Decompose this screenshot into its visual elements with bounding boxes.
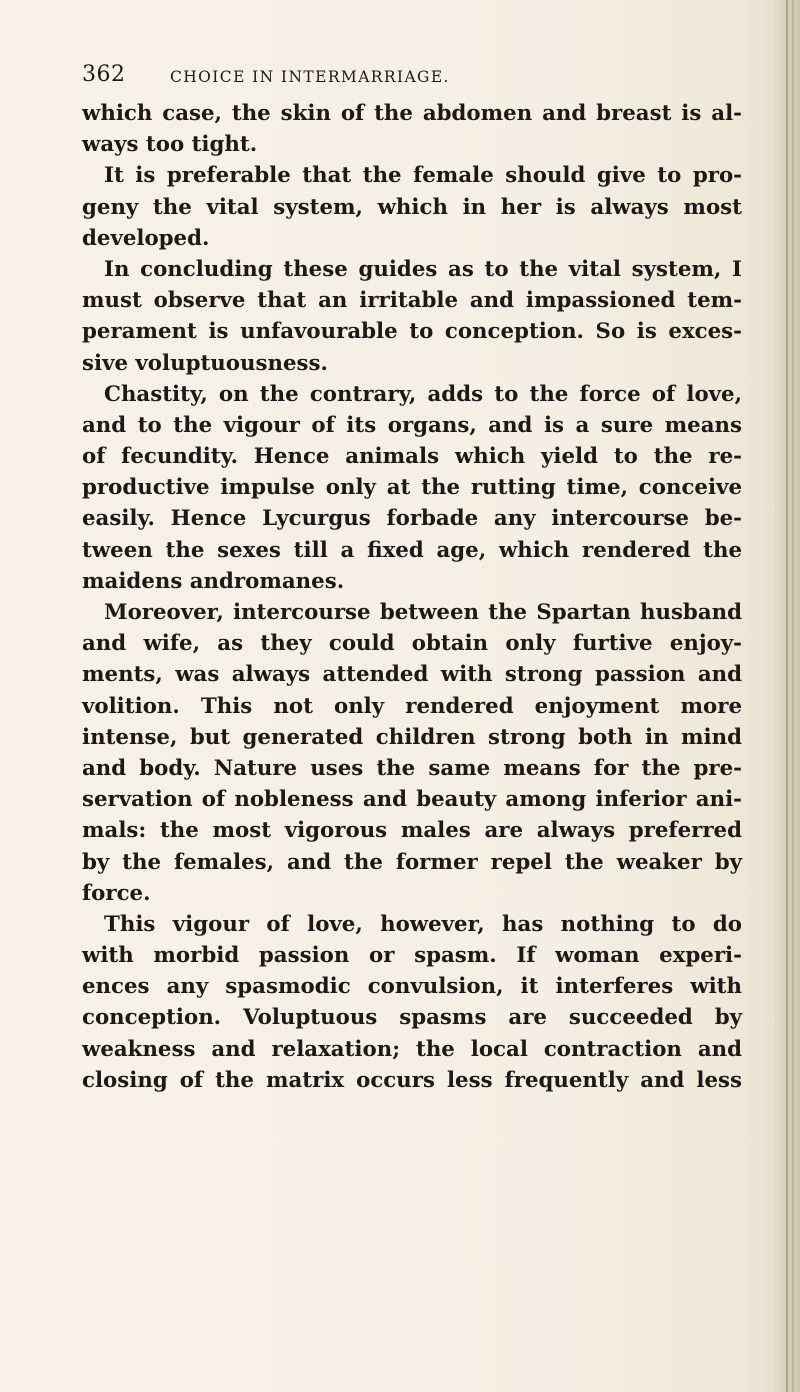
text-line: perament is unfavourable to conception. So is exces-	[82, 319, 742, 345]
text-line: volition. This not only rendered enjoyment more	[82, 693, 742, 719]
book-gutter	[774, 0, 800, 1392]
text-line: mals: the most vigorous males are always preferred	[82, 818, 742, 844]
text-line: Moreover, intercourse between the Spartan husband	[104, 600, 742, 625]
text-line: and wife, as they could obtain only furtive enjoy-	[82, 631, 742, 657]
text-line: easily. Hence Lycurgus forbade any intercourse be-	[82, 506, 742, 532]
text-line: by the females, and the former repel the weaker by	[82, 849, 742, 875]
text-line: of fecundity. Hence animals which yield to the re-	[82, 444, 742, 470]
text-line: and body. Nature uses the same means for the pre-	[82, 755, 742, 781]
text-line: must observe that an irritable and impassioned tem-	[82, 288, 742, 314]
page-number: 362	[82, 62, 126, 87]
page-header	[82, 62, 742, 102]
text-line: geny the vital system, which in her is always most	[82, 194, 742, 220]
text-line: Chastity, on the contrary, adds to the force of love,	[104, 381, 742, 407]
text-line: ments, was always attended with strong passion and	[82, 662, 742, 688]
text-line: tween the sexes till a fixed age, which rendered the	[82, 537, 742, 563]
text-line: maidens andromanes.	[82, 568, 345, 594]
text-line: sive voluptuousness.	[82, 350, 328, 376]
text-line: closing of the matrix occurs less frequently and less	[82, 1067, 742, 1093]
text-line: which case, the skin of the abdomen and breast is al-	[82, 101, 742, 126]
text-line: ences any spasmodic convulsion, it interferes with	[82, 974, 742, 1000]
text-line: developed.	[82, 225, 210, 251]
text-line: conception. Voluptuous spasms are succeeded by	[82, 1005, 742, 1031]
text-line: productive impulse only at the rutting time, conceive	[82, 475, 742, 501]
text-line: weakness and relaxation; the local contraction and	[82, 1036, 742, 1062]
text-line: servation of nobleness and beauty among inferior ani-	[82, 787, 742, 813]
text-line: with morbid passion or spasm. If woman experi-	[82, 943, 742, 969]
text-line: and to the vigour of its organs, and is a sure means	[82, 412, 742, 438]
text-line: In concluding these guides as to the vital system, I	[104, 256, 742, 282]
text-line: It is preferable that the female should give to pro-	[104, 163, 742, 189]
body-text	[82, 98, 742, 1096]
gutter-edge-line	[786, 0, 788, 1392]
text-line: ways too tight.	[82, 132, 258, 158]
gutter-edge-line	[792, 0, 794, 1392]
running-head: CHOICE IN INTERMARRIAGE.	[170, 68, 450, 86]
text-line: This vigour of love, however, has nothing to do	[104, 911, 742, 937]
text-line: force.	[82, 880, 151, 906]
text-line: intense, but generated children strong both in mind	[82, 724, 742, 750]
